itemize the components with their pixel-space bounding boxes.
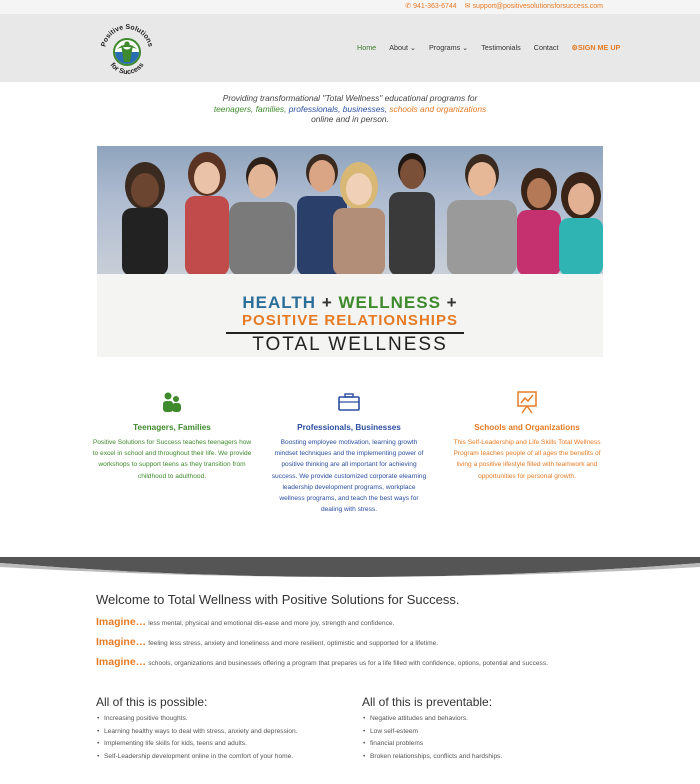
hero-plus: + bbox=[321, 293, 333, 312]
intro-line-2 bbox=[0, 104, 700, 115]
imagine-word: Imagine… bbox=[96, 636, 147, 648]
feature-text: This Self-Leadership and Life Skills Total Wellness Program teaches people of all ages the benefits of living a positive lifestyle filled with teamwork and opportunities for personal growth. bbox=[453, 439, 601, 480]
site-header bbox=[0, 14, 700, 82]
possible-list bbox=[96, 715, 346, 765]
feature-text: Positive Solutions for Success teaches teenagers how to excel in school and throughout their life. We provide workshops to support teens as they transition from childhood to adulthood. bbox=[92, 439, 252, 480]
envelope-icon: ✉ bbox=[464, 3, 471, 10]
email-text: support@positivesolutionsforsuccess.com bbox=[472, 3, 603, 10]
feature-title: Teenagers, Families bbox=[133, 423, 211, 432]
feature-teenagers-families bbox=[92, 390, 252, 482]
main-nav bbox=[357, 43, 620, 52]
imagine-text: less mental, physical and emotional dis-ease and more joy, strength and confidence. bbox=[148, 620, 395, 627]
list-item: • Low self-esteem bbox=[362, 728, 612, 741]
site-logo[interactable] bbox=[97, 18, 157, 80]
list-item: • Learning healthy ways to deal with stress, anxiety and depression. bbox=[96, 728, 346, 741]
feature-title: Schools and Organizations bbox=[474, 423, 580, 432]
people-icon bbox=[92, 390, 252, 414]
intro-audience-professionals: professionals, businesses, bbox=[288, 103, 387, 114]
phone-link[interactable] bbox=[405, 2, 456, 10]
welcome-heading: Welcome to Total Wellness with Positive Solutions for Success. bbox=[96, 592, 460, 607]
hero-line-1 bbox=[97, 293, 603, 313]
feature-title: Professionals, Businesses bbox=[297, 423, 401, 432]
list-item: • Implementing life skills for kids, teens and adults. bbox=[96, 740, 346, 753]
svg-text:Positive Solutions: Positive Solutions bbox=[100, 23, 154, 48]
list-item: • Broken relationships, conflicts and hardships. bbox=[362, 753, 612, 766]
imagine-line bbox=[96, 616, 394, 628]
nav-about-label: About bbox=[389, 43, 408, 52]
nav-testimonials[interactable]: Testimonials bbox=[481, 43, 521, 52]
intro-tagline bbox=[0, 93, 700, 125]
intro-audience-schools: schools and organizations bbox=[389, 103, 487, 114]
chevron-down-icon: ⌄ bbox=[409, 43, 417, 52]
hero-group-photo bbox=[97, 146, 603, 276]
possible-column bbox=[96, 695, 346, 765]
nav-programs[interactable] bbox=[429, 43, 468, 52]
signup-label: SIGN ME UP bbox=[577, 43, 621, 52]
phone-icon: ✆ bbox=[405, 3, 412, 10]
hero-line-3: TOTAL WELLNESS bbox=[252, 334, 448, 355]
imagine-text: feeling less stress, anxiety and loneliness and more resilient, optimistic and supported for a lifetime. bbox=[148, 640, 439, 647]
list-item: • Negative attitudes and behaviors. bbox=[362, 715, 612, 728]
people-illustration bbox=[97, 146, 603, 276]
imagine-text: schools, organizations and businesses offering a program that prepares us for a life filled with confidence, options, potential and success. bbox=[148, 660, 548, 667]
hero-health: HEALTH bbox=[242, 293, 317, 312]
hero-line-2: POSITIVE RELATIONSHIPS bbox=[242, 312, 458, 329]
preventable-heading: All of this is preventable: bbox=[362, 695, 493, 709]
nav-contact[interactable]: Contact bbox=[533, 43, 559, 52]
intro-audience-families: teenagers, families, bbox=[213, 103, 287, 114]
feature-schools-organizations bbox=[447, 390, 607, 482]
logo-graphic bbox=[97, 18, 157, 80]
list-item: • financial problems bbox=[362, 740, 612, 753]
gear-icon: ⚙ bbox=[571, 43, 578, 52]
feature-text: Boosting employee motivation, learning growth mindset techniques and the implementing power of positive thinking are all important for achieving success. We provide customized corporate elearning leadership development programs, workplace wellness programs, and teach the best ways for dealing with stress. bbox=[271, 439, 427, 514]
imagine-line bbox=[96, 636, 438, 648]
email-link[interactable] bbox=[465, 2, 603, 10]
sign-me-up-button[interactable] bbox=[572, 43, 621, 52]
preventable-list bbox=[362, 715, 612, 765]
hero-banner bbox=[97, 146, 603, 357]
list-item: • Increasing positive thoughts. bbox=[96, 715, 346, 728]
imagine-line bbox=[96, 656, 548, 668]
hero-wellness: WELLNESS bbox=[338, 293, 441, 312]
chevron-down-icon: ⌄ bbox=[462, 43, 469, 52]
chart-easel-icon bbox=[447, 390, 607, 414]
nav-home[interactable]: Home bbox=[357, 43, 377, 52]
preventable-column bbox=[362, 695, 612, 765]
nav-programs-label: Programs bbox=[429, 43, 461, 52]
contact-info bbox=[405, 2, 603, 10]
intro-line-1: Providing transformational "Total Wellness" educational programs for bbox=[222, 93, 478, 103]
hero-plus-2: + bbox=[446, 293, 458, 312]
possible-heading: All of this is possible: bbox=[96, 695, 208, 709]
phone-text: 941-363-6744 bbox=[413, 3, 457, 10]
briefcase-icon bbox=[269, 390, 429, 414]
intro-line-3: online and in person. bbox=[311, 114, 389, 124]
imagine-word: Imagine… bbox=[96, 616, 147, 628]
list-item: • Self-Leadership development online in the comfort of your home. bbox=[96, 753, 346, 766]
top-bar bbox=[0, 0, 700, 14]
feature-professionals-businesses bbox=[269, 390, 429, 515]
nav-about[interactable] bbox=[389, 43, 416, 52]
section-divider bbox=[0, 557, 700, 585]
svg-text:for Success: for Success bbox=[108, 61, 146, 77]
imagine-word: Imagine… bbox=[96, 656, 147, 668]
